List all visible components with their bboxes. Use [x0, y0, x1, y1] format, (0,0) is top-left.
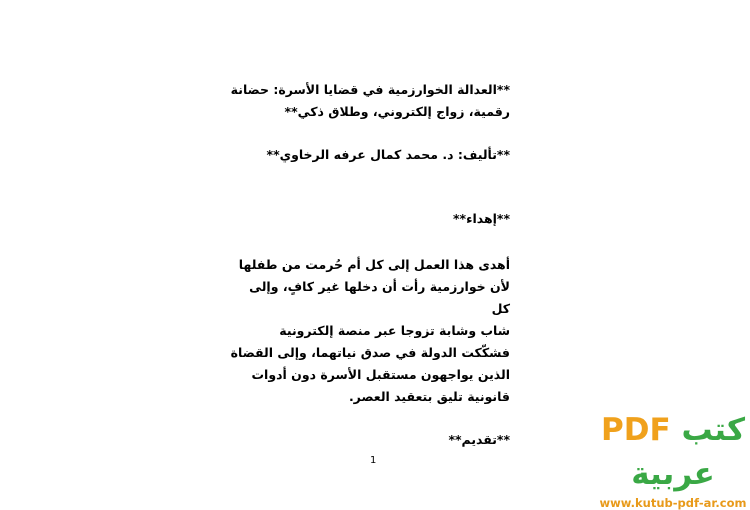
dedication-heading: **إهداء**	[453, 211, 510, 226]
watermark-url: www.kutub-pdf-ar.com	[599, 496, 747, 510]
page-number: 1	[370, 455, 377, 466]
watermark	[599, 408, 747, 510]
author-line: **تأليف: د. محمد كمال عرفه الرخاوي**	[266, 147, 510, 162]
watermark-logo-word-pdf: PDF	[601, 412, 671, 448]
watermark-logo	[599, 408, 747, 496]
book-title: **العدالة الخوارزمية في قضايا الأسرة: حضانة رقمية، زواج إلكتروني، وطلاق ذكي**	[230, 82, 510, 119]
watermark-logo-word-arabic: عربية	[631, 456, 715, 492]
introduction-heading: **تقديم**	[448, 432, 510, 447]
dedication-paragraph: أهدى هذا العمل إلى كل أم حُرمت من طفلها لأن خوارزمية رأت أن دخلها غير كافٍ، وإلى كل شاب وشابة تزوجا عبر منصة إلكترونية فشكّكت الدولة في صدق نياتهما، وإلى القضاة الذين يواجهون مستقبل الأسرة دون أدوات قانونية تليق بتعقيد العصر.	[230, 257, 510, 404]
watermark-logo-word-books: كتب	[681, 412, 745, 448]
